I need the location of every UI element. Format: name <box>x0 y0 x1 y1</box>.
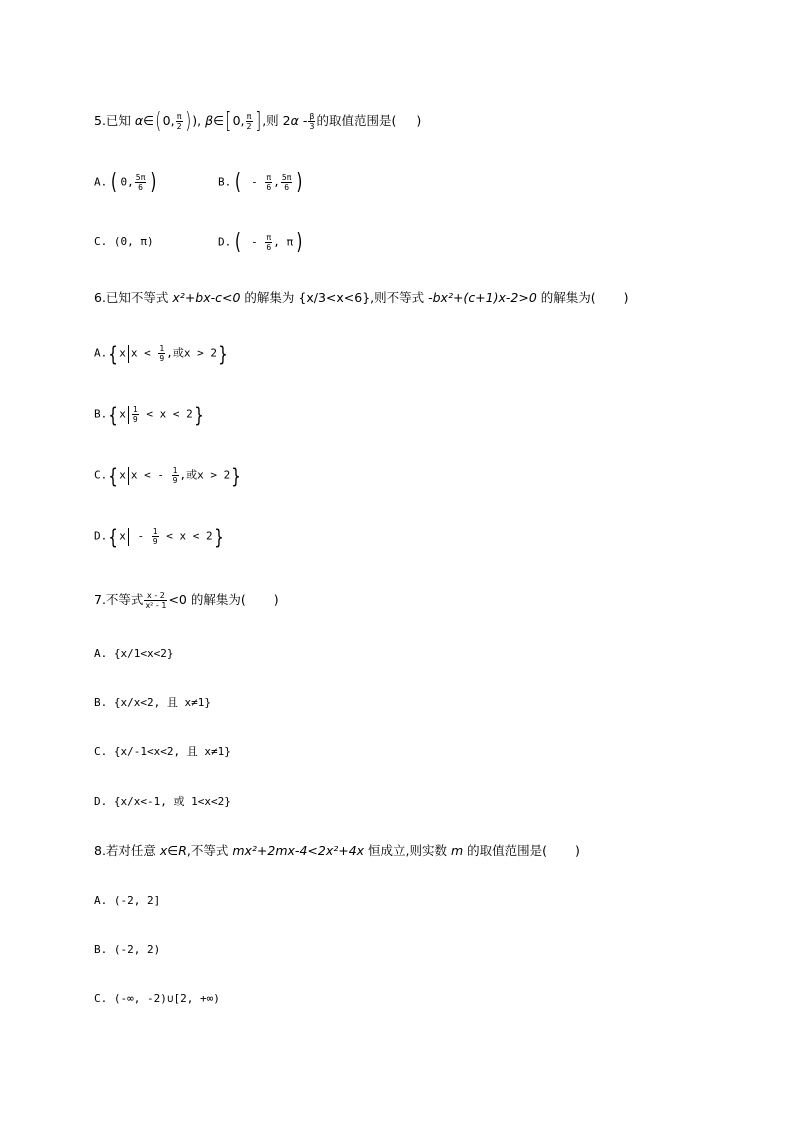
q5-frac-beta-3: $\frac{\beta}{3}$ <box>309 112 315 131</box>
q8-condition: x∈R <box>159 843 187 858</box>
q6-c-frac: $\frac{1}{9}$ <box>172 466 178 485</box>
q5-left-paren-1: ( <box>155 108 162 134</box>
q6-a-rbrace: } <box>218 341 228 366</box>
question-7: 7.不等式 $\frac{x - 2}{\text{x² - 1}}$ <0 的解集为( ) <box>94 591 279 610</box>
q6-ineq1: x²+bx-c<0 <box>172 290 241 305</box>
q7-option-c: C. {x/-1<x<2, 且 x≠1} <box>94 745 231 758</box>
q6-d-frac: $\frac{1}{9}$ <box>152 527 158 546</box>
q5-tail: 的取值范围是( <box>316 113 397 128</box>
q5-frac-pi-2-b: $\frac{\pi}{2}$ <box>246 112 252 131</box>
q6-option-c: C.{ x x < - $\frac{1}{9}$ ,或x > 2} <box>94 463 241 488</box>
q8-m: m <box>450 843 464 858</box>
q6-a-frac: $\frac{1}{9}$ <box>159 344 165 363</box>
q6-d-bar <box>128 528 129 546</box>
question-6: 6.已知不等式 x²+bx-c<0 的解集为 {x/3<x<6},则不等式 -bx²+(c+1)x-2>0 的解集为( ) <box>94 290 629 305</box>
q5-a-frac: $\frac{5\pi}{6}$ <box>135 173 146 192</box>
question-5 <box>94 108 422 134</box>
q5-frac-pi-2-a: $\frac{\pi}{2}$ <box>176 112 182 131</box>
q5-a-rparen: ) <box>149 169 159 195</box>
q6-b-bar <box>128 406 129 424</box>
q6-b-frac: $\frac{1}{9}$ <box>132 405 138 424</box>
q6-option-d: D.{ x - $\frac{1}{9}$ < x < 2} <box>94 524 224 549</box>
q5-a-lparen: ( <box>109 169 119 195</box>
q6-b-rbrace: } <box>194 402 204 427</box>
question-8: 8.若对任意 x∈R,不等式 mx²+2mx-4<2x²+4x 恒成立,则实数 m 的取值范围是( ) <box>94 843 580 858</box>
q5-in2: ∈ <box>213 113 224 128</box>
q5-then: ,则 2 <box>262 113 291 128</box>
q5-option-d: D.( - $\frac{\pi}{6}$ , π) <box>218 229 305 255</box>
q7-option-d: D. {x/x<-1, 或 1<x<2} <box>94 795 231 808</box>
q7-option-a: A. {x/1<x<2} <box>94 647 174 660</box>
q5-in1: ∈ <box>143 113 155 128</box>
q5-beta: β <box>205 113 214 128</box>
q6-b-lbrace: { <box>108 402 118 427</box>
q6-a-bar <box>128 345 129 363</box>
q5-option-b: B.( - $\frac{\pi}{6}$ , $\frac{5\pi}{6}$ ) <box>218 169 305 195</box>
q5-prefix: 5.已知 <box>94 113 135 128</box>
q8-option-a: A. (-2, 2] <box>94 894 161 907</box>
q5-range2-start: 0, <box>232 113 245 128</box>
q6-c-lbrace: { <box>108 463 118 488</box>
q5-minus: - <box>302 113 308 128</box>
q8-inequality: mx²+2mx-4<2x²+4x <box>232 843 365 858</box>
q5-alpha-2: α <box>290 113 299 128</box>
q5-range1-start: 0, <box>162 113 175 128</box>
q5-b-lparen: ( <box>233 169 243 195</box>
q5-b-frac1: $\frac{\pi}{6}$ <box>266 173 272 192</box>
q5-option-a: A.( 0, $\frac{5\pi}{6}$ ) <box>94 169 159 195</box>
q8-option-b: B. (-2, 2) <box>94 943 161 956</box>
q6-option-a: A.{ x x < $\frac{1}{9}$ ,或x > 2} <box>94 341 228 366</box>
q5-right-bracket-2: ] <box>254 108 261 134</box>
q5-d-lparen: ( <box>233 229 243 255</box>
q5-option-c: C. (0, π) <box>94 235 154 248</box>
q5-close: ) <box>416 113 422 128</box>
q5-alpha: α <box>134 113 144 128</box>
q5-right-paren-1: ) <box>184 108 191 134</box>
q6-d-lbrace: { <box>108 524 118 549</box>
q6-d-rbrace: } <box>214 524 224 549</box>
q6-c-bar <box>128 467 129 485</box>
q5-d-frac: $\frac{\pi}{6}$ <box>266 233 272 252</box>
q8-option-c: C. (-∞, -2)∪[2, +∞) <box>94 992 220 1005</box>
q5-comma1: ), <box>192 113 202 128</box>
q7-option-b: B. {x/x<2, 且 x≠1} <box>94 696 211 709</box>
q6-a-lbrace: { <box>108 341 118 366</box>
q5-left-bracket-2: [ <box>225 108 232 134</box>
q6-ineq2: -bx²+(c+1)x-2>0 <box>428 290 537 305</box>
q5-b-rparen: ) <box>295 169 305 195</box>
q7-frac: $\frac{x - 2}{\text{x² - 1}}$ <box>145 591 167 610</box>
q6-option-b: B.{ x $\frac{1}{9}$ < x < 2} <box>94 402 204 427</box>
q5-b-frac2: $\frac{5\pi}{6}$ <box>281 173 292 192</box>
q5-d-rparen: ) <box>295 229 305 255</box>
q6-c-rbrace: } <box>231 463 241 488</box>
